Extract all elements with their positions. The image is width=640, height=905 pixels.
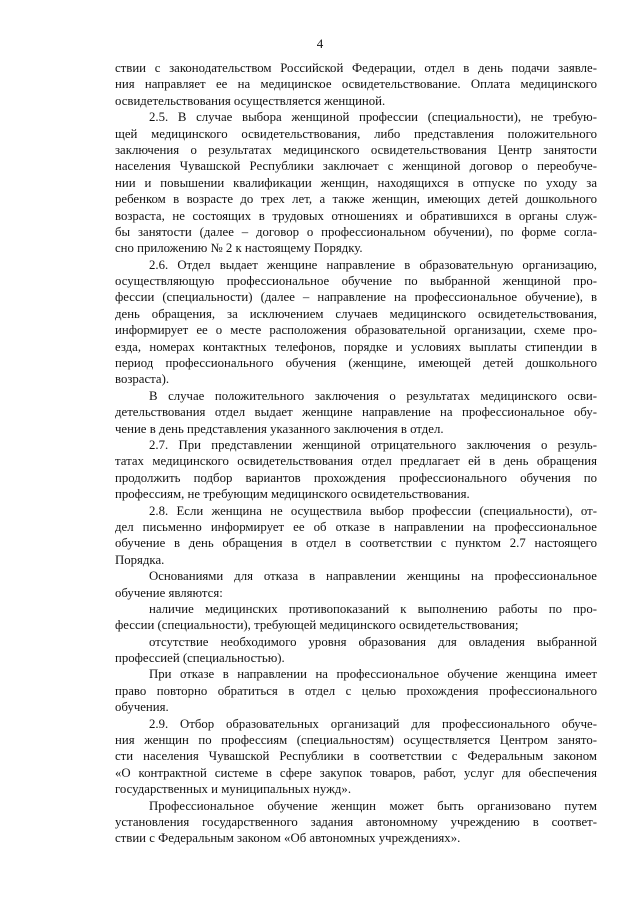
text-line: ребенком в возрасте до трех лет, а также женщин, имеющих детей дошкольного (115, 192, 597, 207)
text-line: сно приложению № 2 к настоящему Порядку. (115, 241, 363, 256)
text-line: 2.5. В случае выбора женщиной профессии (специальности), не требую- (149, 110, 597, 125)
text-line: наличие медицинских противопоказаний к выполнению работы по про- (149, 601, 597, 616)
text-line: фессии (специальности), требующей медицинского освидетельствования; (115, 618, 519, 633)
text-line: нии и повышении квалификации женщин, находящихся в отпуске по уходу за (115, 175, 597, 190)
text-line: При отказе в направлении на профессиональное обучение женщина имеет (149, 667, 597, 682)
text-line: отсутствие необходимого уровня образования для овладения выбранной (149, 634, 597, 649)
document-body-text (115, 60, 597, 847)
text-line: татах медицинского освидетельствования отдел предлагает ей в день обращения (115, 454, 597, 469)
text-line: 2.6. Отдел выдает женщине направление в образовательную организацию, (149, 257, 597, 272)
text-line: Основаниями для отказа в направлении женщины на профессиональное (149, 569, 597, 584)
text-line: право повторно обратиться в отдел с целью прохождения профессионального (115, 683, 597, 698)
text-line: Профессиональное обучение женщин может быть организовано путем (149, 798, 597, 813)
text-line: 2.7. При представлении женщиной отрицательного заключения о резуль- (149, 437, 597, 452)
text-line: профессиям, не требующим медицинского освидетельствования. (115, 487, 470, 502)
text-line: В случае положительного заключения о результатах медицинского осви- (149, 388, 597, 403)
text-line: ствии с Федеральным законом «Об автономных учреждениях». (115, 831, 461, 846)
text-line: освидетельствования осуществляется женщиной. (115, 93, 386, 108)
text-line: профессией (специальностью). (115, 651, 285, 666)
text-line: бы занятости (далее – договор о профессиональном обучении), по форме согла- (115, 224, 597, 239)
text-line: обучения. (115, 700, 169, 715)
text-line: населения Чувашской Республики заключает с женщиной договор о переобучe- (115, 159, 597, 174)
text-line: детельствования отдел выдает женщине направление на профессиональное обу- (115, 405, 597, 420)
text-line: дел письменно информирует ее об отказе в направлении на профессиональное (115, 519, 597, 534)
text-line: «О контрактной системе в сфере закупок товаров, работ, услуг для обеспечения (115, 765, 597, 780)
text-line: период профессионального обучения (женщине, имеющей детей дошкольного (115, 356, 597, 371)
text-line: щей медицинского освидетельствования, либо представления положительного (115, 126, 597, 141)
text-line: информирует ее о месте расположения образовательной организации, схеме про- (115, 323, 597, 338)
text-line: 2.8. Если женщина не осуществила выбор профессии (специальности), от- (149, 503, 597, 518)
page-number: 4 (316, 36, 324, 51)
text-line: заключения о результатах медицинского освидетельствования Центр занятости (115, 142, 597, 157)
text-line: обучение в день обращения в отдел в соответствии с пунктом 2.7 настоящего (115, 536, 597, 551)
text-line: установления государственного задания автономному учреждению в соответ- (115, 814, 597, 829)
text-line: чение в день представления указанного заключения в отдел. (115, 421, 444, 436)
text-line: осуществляющую профессиональное обучение по выбранной женщиной про- (115, 274, 597, 289)
text-line: Порядка. (115, 552, 165, 567)
text-line: ствии с законодательством Российской Федерации, отдел в день подачи заявле- (115, 61, 597, 75)
text-line: 2.9. Отбор образовательных организаций для профессионального обуче- (149, 716, 597, 731)
text-line: возраста). (115, 372, 170, 387)
text-line: продолжить подбор вариантов прохождения профессионального обучения по (115, 470, 597, 485)
text-line: ния женщин по профессиям (специальностям) осуществляется Центром занято- (115, 733, 597, 748)
text-line: обучение являются: (115, 585, 223, 600)
text-line: возраста, не состоящих в трудовых отношениях и обратившихся в органы служ- (115, 208, 597, 223)
text-line: государственных и муниципальных нужд». (115, 782, 352, 797)
text-line: ния направляет ее на медицинское освидетельствование. Оплата медицинского (115, 77, 597, 92)
text-line: езда, номерах контактных телефонов, порядке и условиях выплаты стипендии в (115, 339, 597, 354)
text-line: день обращения, за исключением случаев медицинского освидетельствования, (115, 306, 597, 321)
text-line: сти населения Чувашской Республики в соответствии с Федеральным законом (115, 749, 597, 764)
text-line: фессии (специальности) (далее – направление на профессиональное обучение), в (115, 290, 597, 305)
